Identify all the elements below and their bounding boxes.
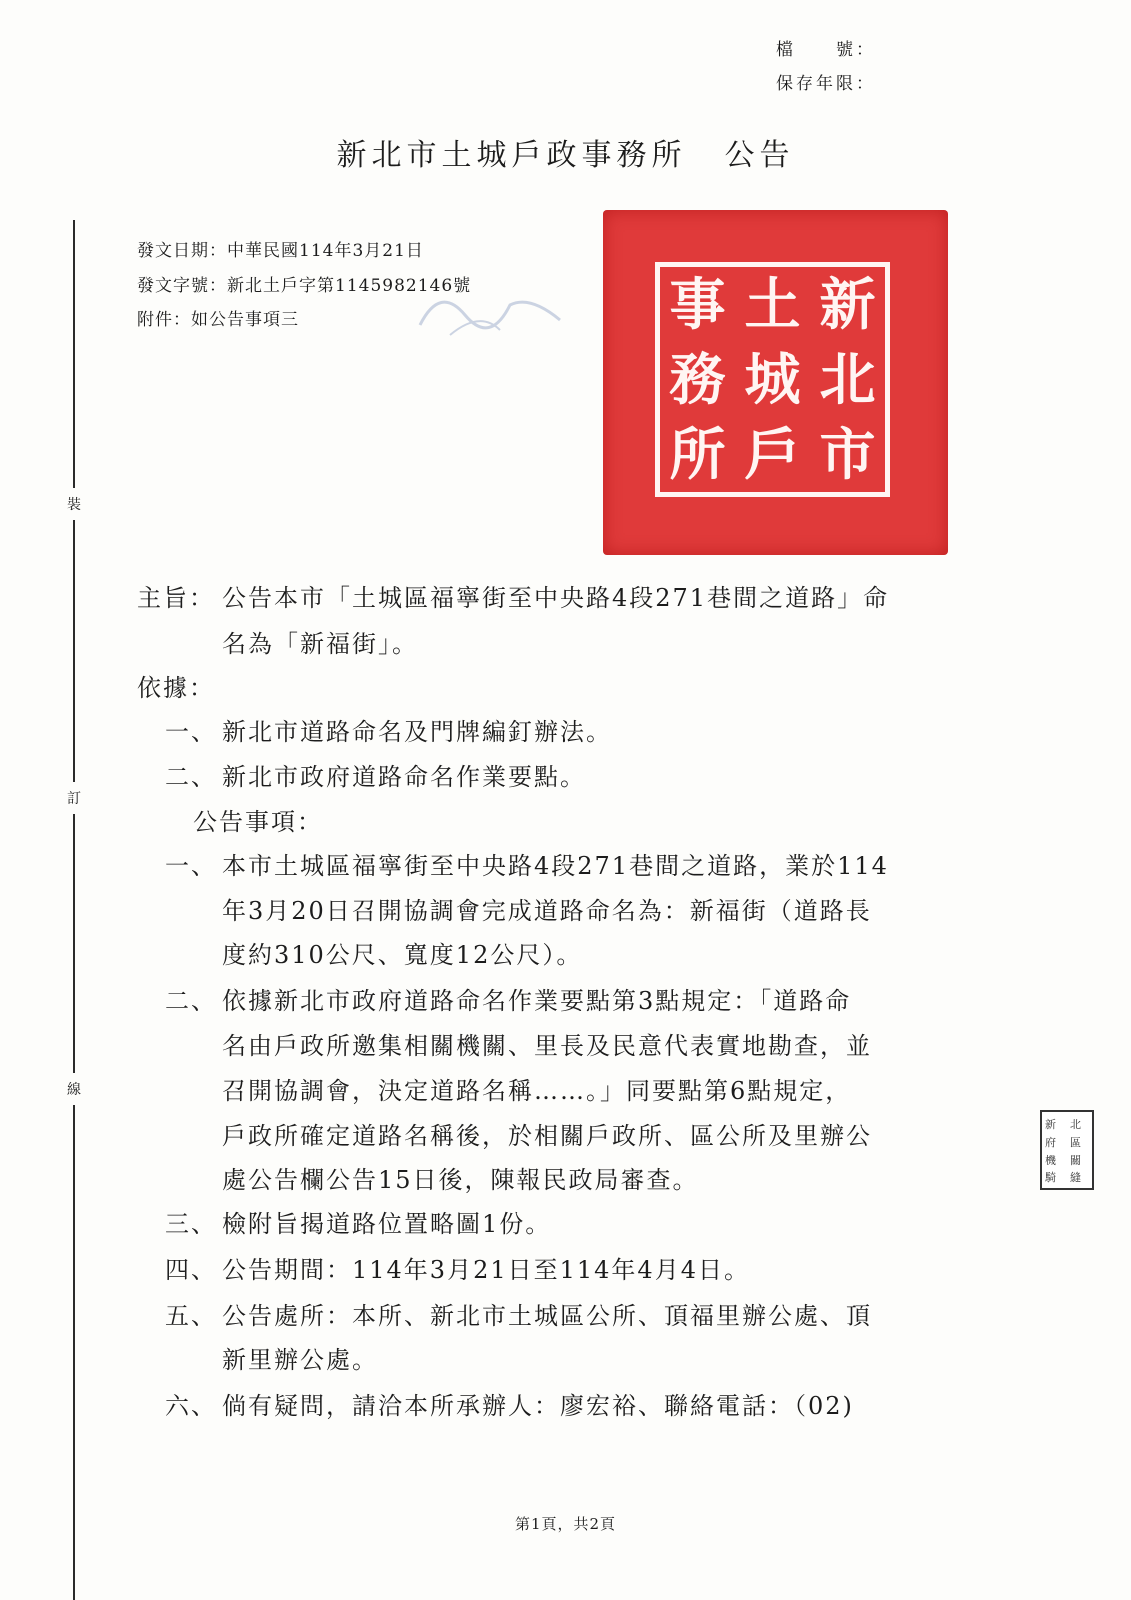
- notice-label: 公告事項：: [193, 808, 323, 836]
- basis-label: 依據：: [137, 674, 215, 702]
- subject-label: 主旨：: [137, 584, 215, 612]
- seal-char: 市: [819, 421, 876, 488]
- notice-item-line: 處公告欄公告15日後，陳報民政局審查。: [222, 1166, 699, 1194]
- subject-line: 名為「新福街」。: [222, 630, 418, 658]
- file-number-label: 檔 號：: [776, 40, 876, 60]
- seal-char: 所: [669, 421, 726, 488]
- seal-char: 事: [669, 271, 726, 338]
- page-number: 第1頁，共2頁: [514, 1515, 617, 1533]
- issuing-office: 新北市土城戶政事務所: [336, 138, 687, 173]
- binding-label-xian: 線: [64, 1073, 84, 1105]
- notice-item-line: 名由戶政所邀集相關機關、里長及民意代表實地勘查，並: [222, 1032, 872, 1060]
- notice-item-line: 倘有疑問，請洽本所承辦人：廖宏裕、聯絡電話：（02): [222, 1392, 854, 1420]
- signature-watermark: [410, 275, 570, 345]
- notice-item-line: 公告處所：本所、新北市土城區公所、頂福里辦公處、頂: [222, 1302, 872, 1330]
- notice-item-line: 戶政所確定道路名稱後，於相關戶政所、區公所及里辦公: [222, 1122, 872, 1150]
- basis-item-text: 新北市道路命名及門牌編釘辦法。: [222, 718, 612, 746]
- basis-item-number: 一、: [165, 718, 217, 746]
- stamp-char: 關: [1070, 1154, 1081, 1167]
- seal-char: 戶: [744, 421, 801, 488]
- page-title: [0, 130, 1131, 174]
- seal-char: 新: [819, 271, 876, 338]
- notice-item-line: 本市土城區福寧街至中央路4段271巷間之道路，業於114: [222, 852, 889, 880]
- notice-item-line: 新里辦公處。: [222, 1346, 378, 1374]
- document-kind: 公告: [724, 138, 795, 173]
- stamp-char: 騎: [1045, 1171, 1056, 1184]
- binding-line: [73, 220, 75, 1600]
- basis-item-number: 二、: [165, 763, 217, 791]
- seal-frame: [655, 262, 890, 497]
- notice-item-number: 三、: [165, 1210, 217, 1238]
- notice-item-number: 一、: [165, 852, 217, 880]
- notice-item-number: 四、: [165, 1256, 217, 1284]
- retention-period-label: 保存年限：: [776, 74, 876, 94]
- notice-item-line: 檢附旨揭道路位置略圖1份。: [222, 1210, 552, 1238]
- stamp-char: 新: [1045, 1118, 1056, 1131]
- notice-item-line: 度約310公尺、寬度12公尺）。: [222, 941, 583, 969]
- binding-label-zhuang: 裝: [64, 488, 84, 520]
- notice-item-number: 二、: [165, 987, 217, 1015]
- attachment-note: 附件：如公告事項三: [137, 310, 299, 330]
- seal-char: 土: [744, 271, 801, 338]
- subject-line: 公告本市「土城區福寧街至中央路4段271巷間之道路」命: [222, 584, 890, 612]
- seal-char: 務: [669, 346, 726, 413]
- stamp-char: 機: [1045, 1154, 1056, 1167]
- stamp-char: 北: [1070, 1118, 1081, 1131]
- seam-stamp: [1040, 1110, 1094, 1190]
- notice-item-number: 六、: [165, 1392, 217, 1420]
- notice-item-line: 依據新北市政府道路命名作業要點第3點規定：「道路命: [222, 987, 852, 1015]
- seal-char: 城: [744, 346, 801, 413]
- notice-item-line: 召開協調會，決定道路名稱……。」同要點第6點規定，: [222, 1077, 852, 1105]
- notice-item-line: 年3月20日召開協調會完成道路命名為：新福街（道路長: [222, 897, 872, 925]
- notice-item-line: 公告期間：114年3月21日至114年4月4日。: [222, 1256, 750, 1284]
- issue-date: 發文日期：中華民國114年3月21日: [137, 241, 424, 261]
- basis-item-text: 新北市政府道路命名作業要點。: [222, 763, 586, 791]
- seal-char: 北: [819, 346, 876, 413]
- stamp-char: 府: [1045, 1136, 1056, 1149]
- official-seal: [603, 210, 948, 555]
- document-number: 發文字號：新北土戶字第1145982146號: [137, 276, 472, 296]
- stamp-char: 區: [1070, 1136, 1081, 1149]
- stamp-char: 縫: [1070, 1171, 1081, 1184]
- notice-item-number: 五、: [165, 1302, 217, 1330]
- binding-label-ding: 訂: [64, 782, 84, 814]
